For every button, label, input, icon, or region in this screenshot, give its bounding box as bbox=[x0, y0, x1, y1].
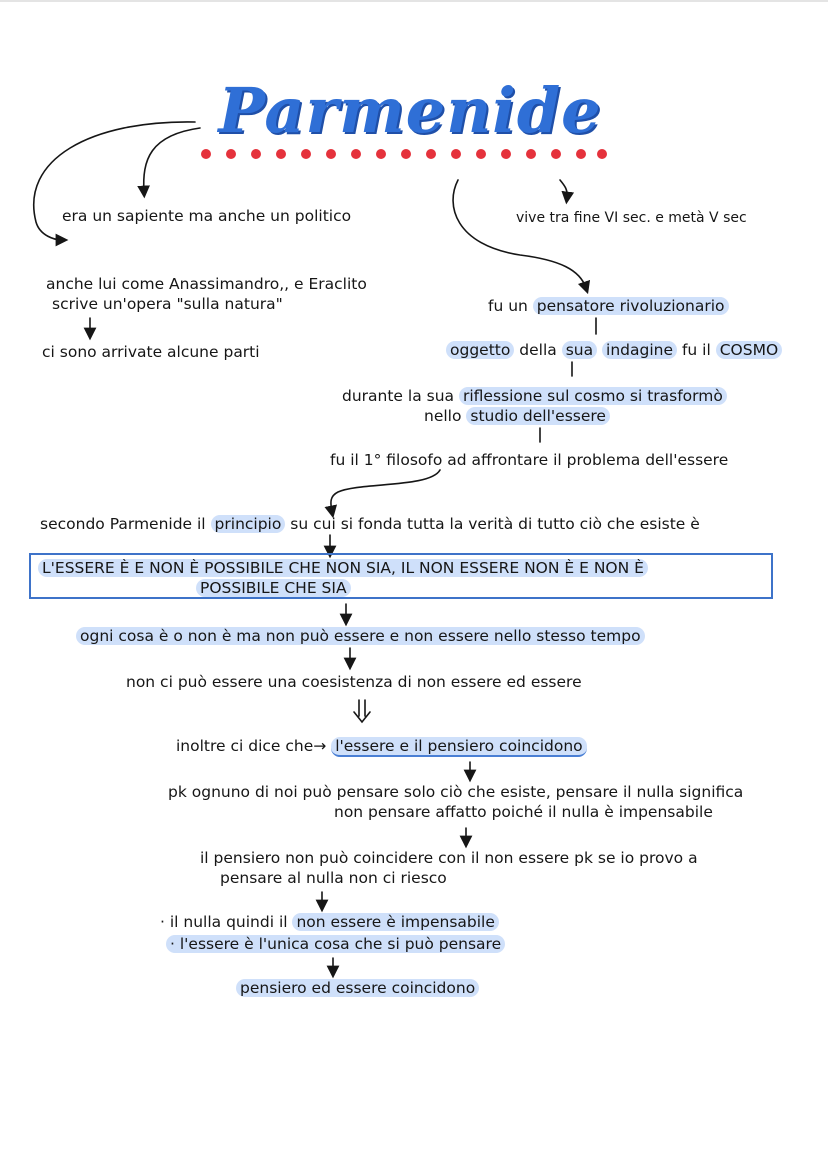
left-line-1: era un sapiente ma anche un politico bbox=[62, 207, 352, 225]
right-line-2 bbox=[488, 296, 729, 316]
right-line-5-pre: nello bbox=[424, 407, 467, 425]
highlight-principio: principio bbox=[211, 515, 286, 533]
arrow-right-icon: → bbox=[313, 737, 327, 755]
page-title: Parmenide bbox=[218, 74, 602, 147]
arrow-title-to-right-b bbox=[453, 180, 586, 288]
body-line-7: pensare al nulla non ci riesco bbox=[220, 869, 447, 887]
top-border bbox=[0, 0, 828, 2]
box-line-1 bbox=[38, 558, 648, 578]
right-line-6: fu il 1° filosofo ad affrontare il problema dell'essere bbox=[330, 451, 729, 469]
highlight-non-essere: non essere è impensabile bbox=[292, 913, 498, 931]
double-arrow-l2-l3 bbox=[354, 700, 370, 722]
body-line-9 bbox=[166, 934, 505, 954]
right-line-3-text-a: della bbox=[514, 341, 562, 359]
arrow-title-to-left-a bbox=[144, 128, 200, 192]
body-line-2: non ci può essere una coesistenza di non essere ed essere bbox=[126, 673, 582, 691]
body-line-1-text: ogni cosa è o non è ma non può essere e non essere nello stesso tempo bbox=[76, 627, 645, 645]
highlight-sua: sua bbox=[562, 341, 597, 359]
highlight-studio: studio dell'essere bbox=[466, 407, 610, 425]
arrow-to-principle bbox=[331, 470, 440, 512]
body-line-8-pre: · il nulla quindi il bbox=[160, 913, 293, 931]
left-line-3: scrive un'opera "sulla natura" bbox=[52, 295, 283, 313]
body-line-3 bbox=[176, 736, 587, 756]
body-line-10 bbox=[236, 978, 479, 998]
body-line-5: non pensare affatto poiché il nulla è impensabile bbox=[334, 803, 713, 821]
highlight-riflessione: riflessione sul cosmo si trasformò bbox=[459, 387, 727, 405]
right-line-2-pre: fu un bbox=[488, 297, 533, 315]
highlight-cosmo: COSMO bbox=[716, 341, 782, 359]
arrow-title-to-right-a bbox=[560, 180, 567, 198]
highlight-essere-unica: · l'essere è l'unica cosa che si può pensare bbox=[166, 935, 505, 953]
body-line-1 bbox=[76, 626, 645, 646]
highlight-pensatore: pensatore rivoluzionario bbox=[533, 297, 729, 315]
highlight-oggetto: oggetto bbox=[446, 341, 514, 359]
highlight-indagine: indagine bbox=[602, 341, 677, 359]
right-line-1: vive tra fine VI sec. e metà V sec bbox=[516, 210, 747, 226]
body-line-8 bbox=[160, 912, 499, 932]
body-line-4: pk ognuno di noi può pensare solo ciò che esiste, pensare il nulla significa bbox=[168, 783, 744, 801]
body-line-6: il pensiero non può coincidere con il non essere pk se io provo a bbox=[200, 849, 698, 867]
right-line-4-pre: durante la sua bbox=[342, 387, 459, 405]
box-line-2 bbox=[196, 578, 351, 598]
title-dot-underline bbox=[198, 147, 610, 161]
highlight-essere-pensiero: l'essere e il pensiero coincidono bbox=[331, 737, 586, 757]
left-line-2: anche lui come Anassimandro,, e Eraclito bbox=[46, 275, 367, 293]
right-line-3 bbox=[446, 340, 782, 360]
right-line-5 bbox=[424, 406, 610, 426]
principle-line bbox=[40, 514, 700, 534]
principle-post: su cui si fonda tutta la verità di tutto ciò che esiste è bbox=[285, 515, 700, 533]
highlight-conclusion: pensiero ed essere coincidono bbox=[236, 979, 479, 997]
right-line-4 bbox=[342, 386, 727, 406]
principle-pre: secondo Parmenide il bbox=[40, 515, 211, 533]
left-line-4: ci sono arrivate alcune parti bbox=[42, 343, 260, 361]
box-line-1-text: L'ESSERE È E NON È POSSIBILE CHE NON SIA, IL NON ESSERE NON È E NON È bbox=[38, 559, 648, 577]
body-line-3-pre: inoltre ci dice che bbox=[176, 737, 314, 755]
right-line-3-text-c: fu il bbox=[677, 341, 716, 359]
box-line-2-text: POSSIBILE CHE SIA bbox=[196, 579, 351, 597]
